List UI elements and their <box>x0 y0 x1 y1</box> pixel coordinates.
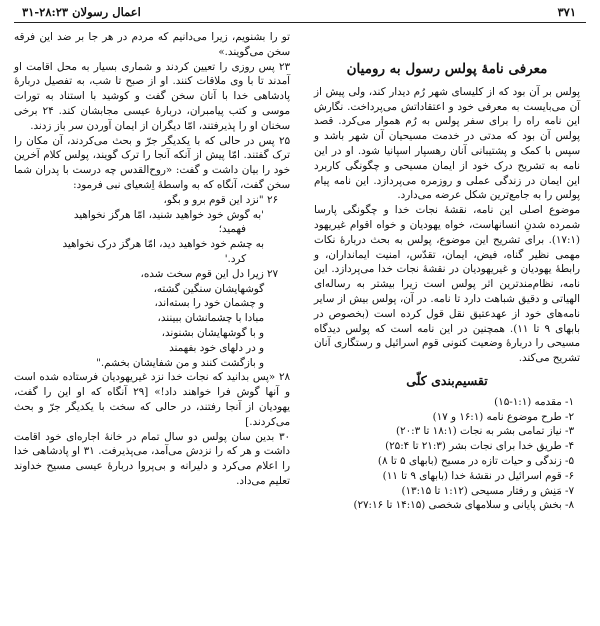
outline-title: تقسیم‌بندی کلّی <box>406 372 488 388</box>
quote-line: ۲۷ زیرا دل این قوم سخت شده، <box>140 267 278 280</box>
introduction-title: معرفی نامهٔ پولس رسول به رومیان <box>346 61 548 77</box>
outline-item: ۷- مَنِش و رفتار مسیحی (۱:۱۲ تا ۱۳:۱۵) <box>401 484 574 497</box>
scripture-paragraph-30: ۳۰ بدین سان پولس دو سال تمام در خانهٔ اجاره‌ای خود اقامت داشت و هر که را نزدش می‌آمد، می‌پذیرفت. ۳۱ او پادشاهی خدا را اعلام می‌کرد و دلیرانه و بی‌پروا دربارهٔ عیسی مسیح خداوند تعلیم می‌داد. <box>14 430 290 487</box>
scripture-paragraph-28: ۲۸ «پس بدانید که نجات خدا نزد غیریهودیان فرستاده شده است و آنها گوش فرا خواهند داد!» [۲۹ آنگاه که او این را گفت، یهودیان از آنجا رفتند، در حالی که سخت با یکدیگر جرّ و بحث می‌کردند.] <box>14 371 290 428</box>
quote-line: و در دلهای خود بفهمند <box>169 341 264 354</box>
outline-item: ۸- بخش پایانی و سلامهای شخصی (۱۴:۱۵ تا ۲۷:۱۶) <box>353 499 574 512</box>
quote-line: و چشمان خود را بسته‌اند، <box>154 297 264 310</box>
page-number: ۳۷۱ <box>557 5 576 19</box>
quote-line: به چشم خود خواهید دید، امّا هرگز درک نخواهید <box>62 238 264 251</box>
introduction-column <box>314 30 580 513</box>
quote-line: 'به گوش خود خواهید شنید، امّا هرگز نخواهید <box>73 208 264 221</box>
outline-item: ۶- قوم اسرائیل در نقشهٔ خدا (بابهای ۹ تا ۱۱) <box>382 469 574 482</box>
scripture-paragraph-25: ۲۵ پس در حالی که با یکدیگر جرّ و بحث می‌کردند، آن مکان را ترک گفتند. امّا پیش از آنکه آنجا را ترک گویند، پولس کلام آخرین خود را بیان داشت و گفت: «روح‌القدس چه درست با پدران شما سخن گفت، آنگاه که به واسطهٔ اِشعیای نبی فرمود: <box>14 134 290 191</box>
quote-line: فهمید؛ <box>218 223 246 236</box>
running-header <box>14 4 586 23</box>
quote-line: و بازگشت کنند و من شفایشان بخشم." <box>96 356 264 369</box>
quote-line: گوشهایشان سنگین گشته، <box>153 282 264 295</box>
outline-item: ۵- زندگی و حیات تازه در مسیح (بابهای ۵ تا ۸) <box>377 454 574 467</box>
intro-paragraph-1: پولس بر آن بود که از کلیسای شهر رُم دیدار کند، ولی پیش از آن می‌بایست به معرفی خود و اعتقاداتش می‌پرداخت. نگارش این نامه راه را برای سفر پولس به رُم هموار می‌کرد. قصد پولس آن بود که مدتی در خدمت مسیحیان آن شهر باشد و سپس با کمک و پشتیبانی آنان رهسپار اسپانیا شود. او در این نامه به تشریح درک خود از ایمان مسیحی و چگونگی کاربرد این ایمان در زندگی عملی و روزمره می‌پردازد. این نامه پیام پولس را به جامع‌ترین شکل عرضه می‌دارد. <box>314 85 580 202</box>
scripture-paragraph-intro: تو را بشنویم، زیرا می‌دانیم که مردم در هر جا بر ضد این فرقه سخن می‌گویند.» <box>14 31 290 58</box>
quote-line: و با گوشهایشان بشنوند، <box>161 326 264 339</box>
isaiah-quotation <box>14 193 290 371</box>
outline-item: ۳- نیاز تمامی بشر به نجات (۱۸:۱ تا ۲۰:۳) <box>396 425 574 438</box>
quote-line: مبادا با چشمانشان ببینند، <box>157 312 264 325</box>
outline-item: ۱- مقدمه (۱:۱-۱۵) <box>494 395 574 408</box>
quote-line: ۲۶ "نزد این قوم برو و بگو، <box>163 193 278 206</box>
outline-item: ۴- طریق خدا برای نجات بشر (۲۱:۳ تا ۲۵:۴) <box>385 440 574 453</box>
chapter-reference: اعمال رسولان ۲۸:۲۳-۳۱ <box>22 5 141 19</box>
scripture-paragraph-23: ۲۳ پس روزی را تعیین کردند و شماری بسیار به محل اقامت او آمدند تا با وی ملاقات کنند. او از صبح تا شب، به تفصیل دربارهٔ پادشاهی خدا با آنان سخن گفت و کوشید با استناد به تورات موسی و کتب پیامبران، دربارهٔ عیسی مجابشان کند. ۲۴ برخی سخنان او را پذیرفتند، امّا دیگران از ایمان آوردن سر باز زدند. <box>14 60 290 132</box>
outline-item: ۲- طرح موضوع نامه (۱۶:۱ و ۱۷) <box>432 410 574 423</box>
outline-list <box>314 395 580 513</box>
scripture-column <box>14 30 290 489</box>
quote-line: کرد.' <box>224 252 246 265</box>
intro-paragraph-2: موضوع اصلی این نامه، نقشهٔ نجات خدا و چگونگی پارسا شمرده شدنِ انسانهاست، خواه یهودیان و خواه اقوام غیریهود (۱۷:۱). برای تشریح این موضوع، پولس به بحث دربارهٔ نکات مهمی نظیر گناه، فیض، ایمان، تقدّس، امنیت ایمانداران، و رابطهٔ یهودیان و غیریهودیان در نقشهٔ نجات خدا می‌پردازد. این نامه، نظام‌مندترین اثر پولس است زیرا بیشتر به رساله‌ای الهیاتی و دقیق شباهت دارد تا نامه. در آن، پولس بیش از سایر نامه‌های خود از عهدعتیق نقل قول کرده است (بخصوص در بابهای ۹ تا ۱۱). همچنین در این نامه است که پولس دیدگاه مسیحی را دربارهٔ وضعیت کنونی قوم اسرائیل و رستگاری آنان تشریح می‌کند. <box>314 204 580 365</box>
